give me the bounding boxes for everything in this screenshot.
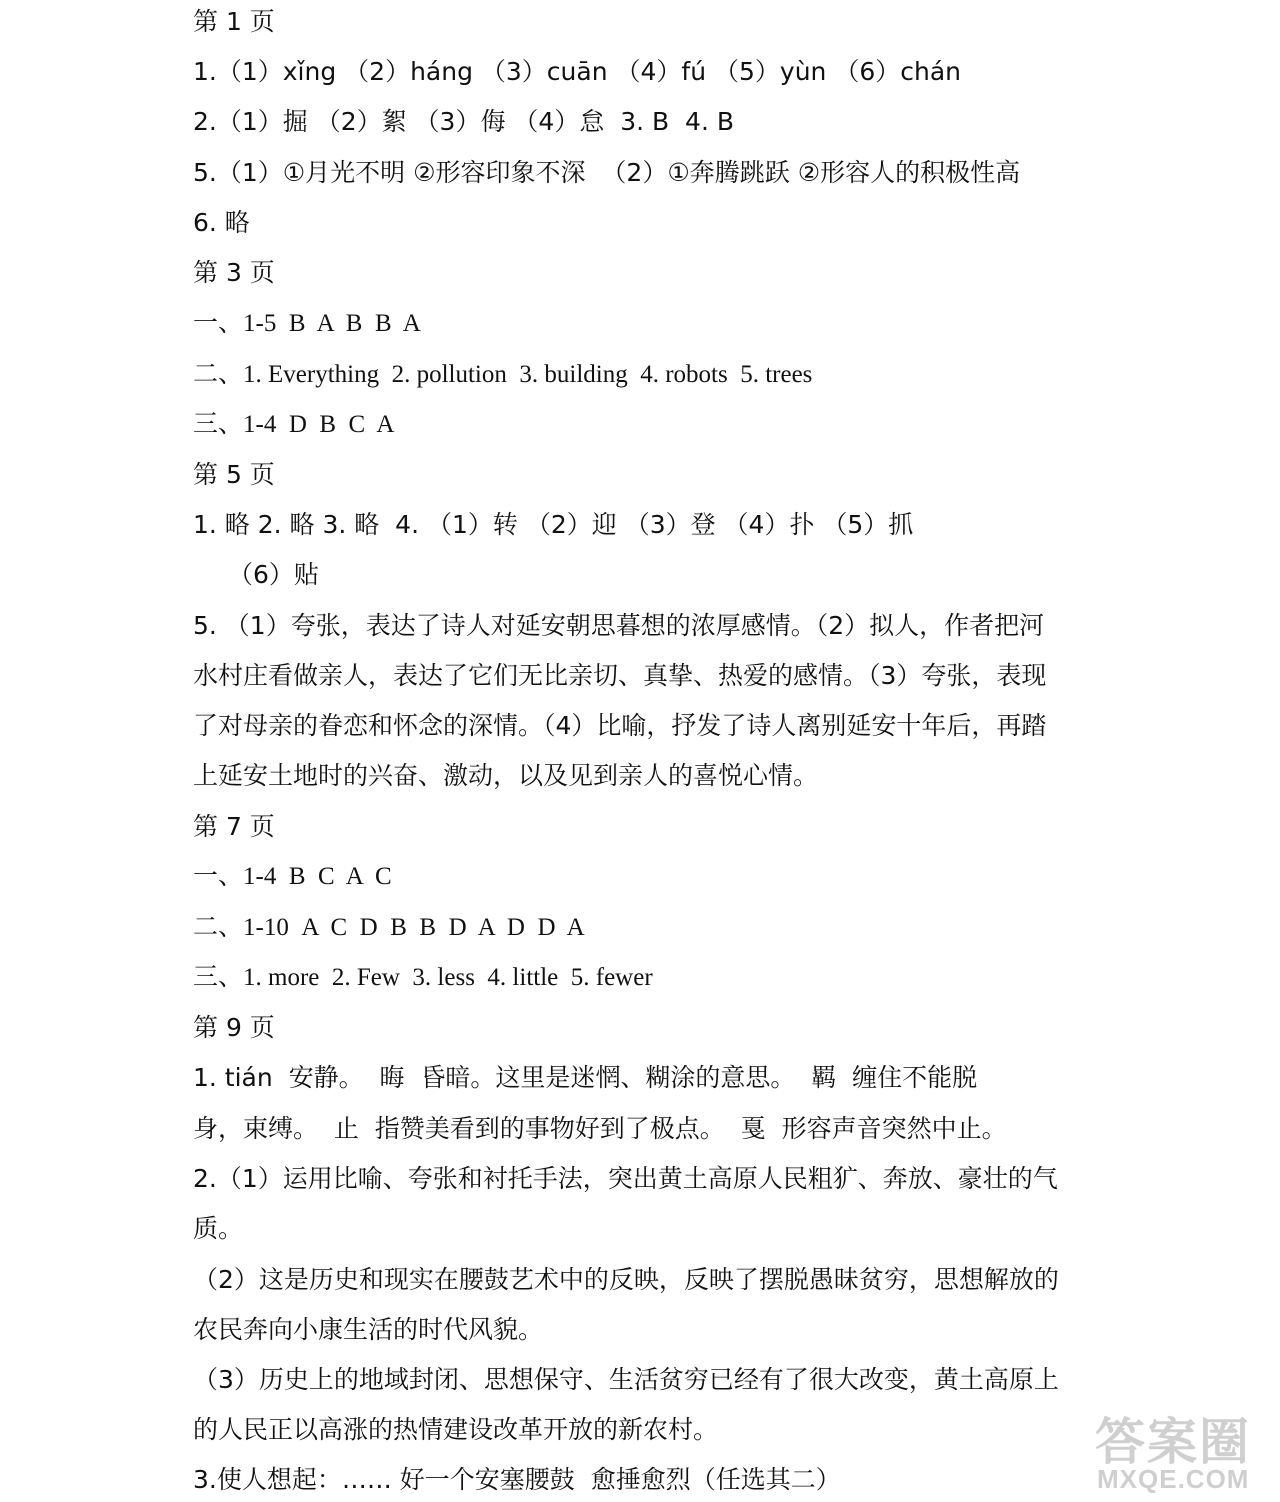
answer-line: 1. 略 2. 略 3. 略 4. （1）转 （2）迎 （3）登 （4）扑 （5）抓 bbox=[193, 510, 914, 539]
answer-line: 的人民正以高涨的热情建设改革开放的新农村。 bbox=[193, 1415, 719, 1444]
answer-line: 三、1. more 2. Few 3. less 4. little 5. fewer bbox=[193, 964, 653, 991]
site-watermark bbox=[1095, 1402, 1270, 1498]
answer-line: 1. tián 安静。 晦 昏暗。这里是迷惘、糊涂的意思。 羁 缠住不能脱 bbox=[193, 1063, 978, 1092]
page-heading-5: 第 5 页 bbox=[193, 460, 275, 489]
answer-line: 5.（1）①月光不明 ②形容印象不深 （2）①奔腾跳跃 ②形容人的积极性高 bbox=[193, 158, 1021, 187]
answer-line: 上延安土地时的兴奋、激动，以及见到亲人的喜悦心情。 bbox=[193, 761, 819, 790]
answer-line: 二、1. Everything 2. pollution 3. building 4. robots 5. trees bbox=[193, 361, 813, 388]
answer-line: 一、1-4 B C A C bbox=[193, 863, 392, 890]
answer-line: 三、1-4 D B C A bbox=[193, 411, 395, 438]
answer-line: 6. 略 bbox=[193, 208, 250, 237]
answer-line: （2）这是历史和现实在腰鼓艺术中的反映，反映了摆脱愚昧贫穷，思想解放的 bbox=[193, 1265, 1059, 1294]
answer-line: 了对母亲的眷恋和怀念的深情。（4）比喻，抒发了诗人离别延安十年后，再踏 bbox=[193, 711, 1047, 740]
page-heading-9: 第 9 页 bbox=[193, 1013, 275, 1042]
answer-line: 2.（1）运用比喻、夸张和衬托手法，突出黄土高原人民粗犷、奔放、豪壮的气 bbox=[193, 1164, 1058, 1193]
answer-line: 身，束缚。 止 指赞美看到的事物好到了极点。 戛 形容声音突然中止。 bbox=[193, 1114, 1007, 1143]
watermark-url: MXQE.COM bbox=[1097, 1464, 1250, 1494]
page-heading-1: 第 1 页 bbox=[193, 7, 275, 36]
answer-line: 一、1-5 B A B B A bbox=[193, 310, 421, 337]
watermark-logo: 答案圈 bbox=[1095, 1413, 1251, 1471]
answer-line: 2.（1）掘 （2）絮 （3）侮 （4）怠 3. B 4. B bbox=[193, 107, 735, 136]
page-heading-7: 第 7 页 bbox=[193, 812, 275, 841]
answer-line: 5. （1）夸张，表达了诗人对延安朝思暮想的浓厚感情。（2）拟人，作者把河 bbox=[193, 611, 1045, 640]
answer-line: 质。 bbox=[193, 1214, 244, 1243]
answer-line: （3）历史上的地域封闭、思想保守、生活贫穷已经有了很大改变，黄土高原上 bbox=[193, 1365, 1059, 1394]
answer-line: 二、1-10 A C D B B D A D D A bbox=[193, 914, 585, 941]
answer-line: （6）贴 bbox=[228, 560, 319, 589]
answer-line: 3.使人想起：…… 好一个安塞腰鼓 愈捶愈烈（任选其二） bbox=[193, 1465, 841, 1494]
answer-line: 农民奔向小康生活的时代风貌。 bbox=[193, 1315, 544, 1344]
answer-line: 1.（1）xǐng （2）háng （3）cuān （4）fú （5）yùn （6）chán bbox=[193, 57, 961, 86]
answer-line: 水村庄看做亲人，表达了它们无比亲切、真挚、热爱的感情。（3）夸张，表现 bbox=[193, 661, 1047, 690]
page-heading-3: 第 3 页 bbox=[193, 258, 275, 287]
